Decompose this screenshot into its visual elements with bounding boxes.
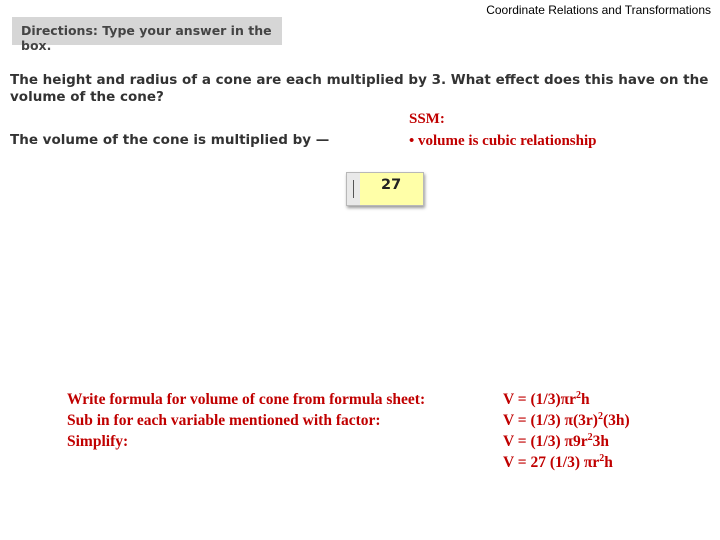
ssm-note	[409, 108, 597, 152]
work-line: $V = (1/3)\pi r^2h$	[503, 389, 590, 408]
work-line: V = (1/3) $\pi 9r^23h$	[503, 431, 609, 450]
step-label: Sub in for each variable mentioned with factor:	[67, 412, 381, 429]
ssm-title: SSM:	[409, 111, 445, 127]
answer-input-frame[interactable]	[346, 172, 424, 206]
text-cursor	[353, 180, 354, 198]
solution-steps	[67, 389, 425, 452]
answer-prompt: The volume of the cone is multiplied by —	[10, 132, 330, 148]
work-line: V = (1/3) $\pi(3r)^2(3h)$	[503, 410, 630, 429]
work-line: V = 27 (1/3) $\pi r^2h$	[503, 452, 613, 471]
question-text: The height and radius of a cone are each multiplied by 3. What effect does this have on the volume of the cone?	[10, 72, 709, 105]
ssm-bullet: • volume is cubic relationship	[409, 133, 597, 149]
solution-work	[503, 389, 630, 473]
directions-text: Directions: Type your answer in the box.	[21, 23, 272, 53]
page-header-title: Coordinate Relations and Transformations	[486, 3, 711, 17]
step-label: Write formula for volume of cone from formula sheet:	[67, 391, 426, 408]
step-label: Simplify:	[67, 433, 129, 450]
answer-input[interactable]: 27	[360, 173, 423, 205]
directions-banner	[12, 17, 282, 53]
